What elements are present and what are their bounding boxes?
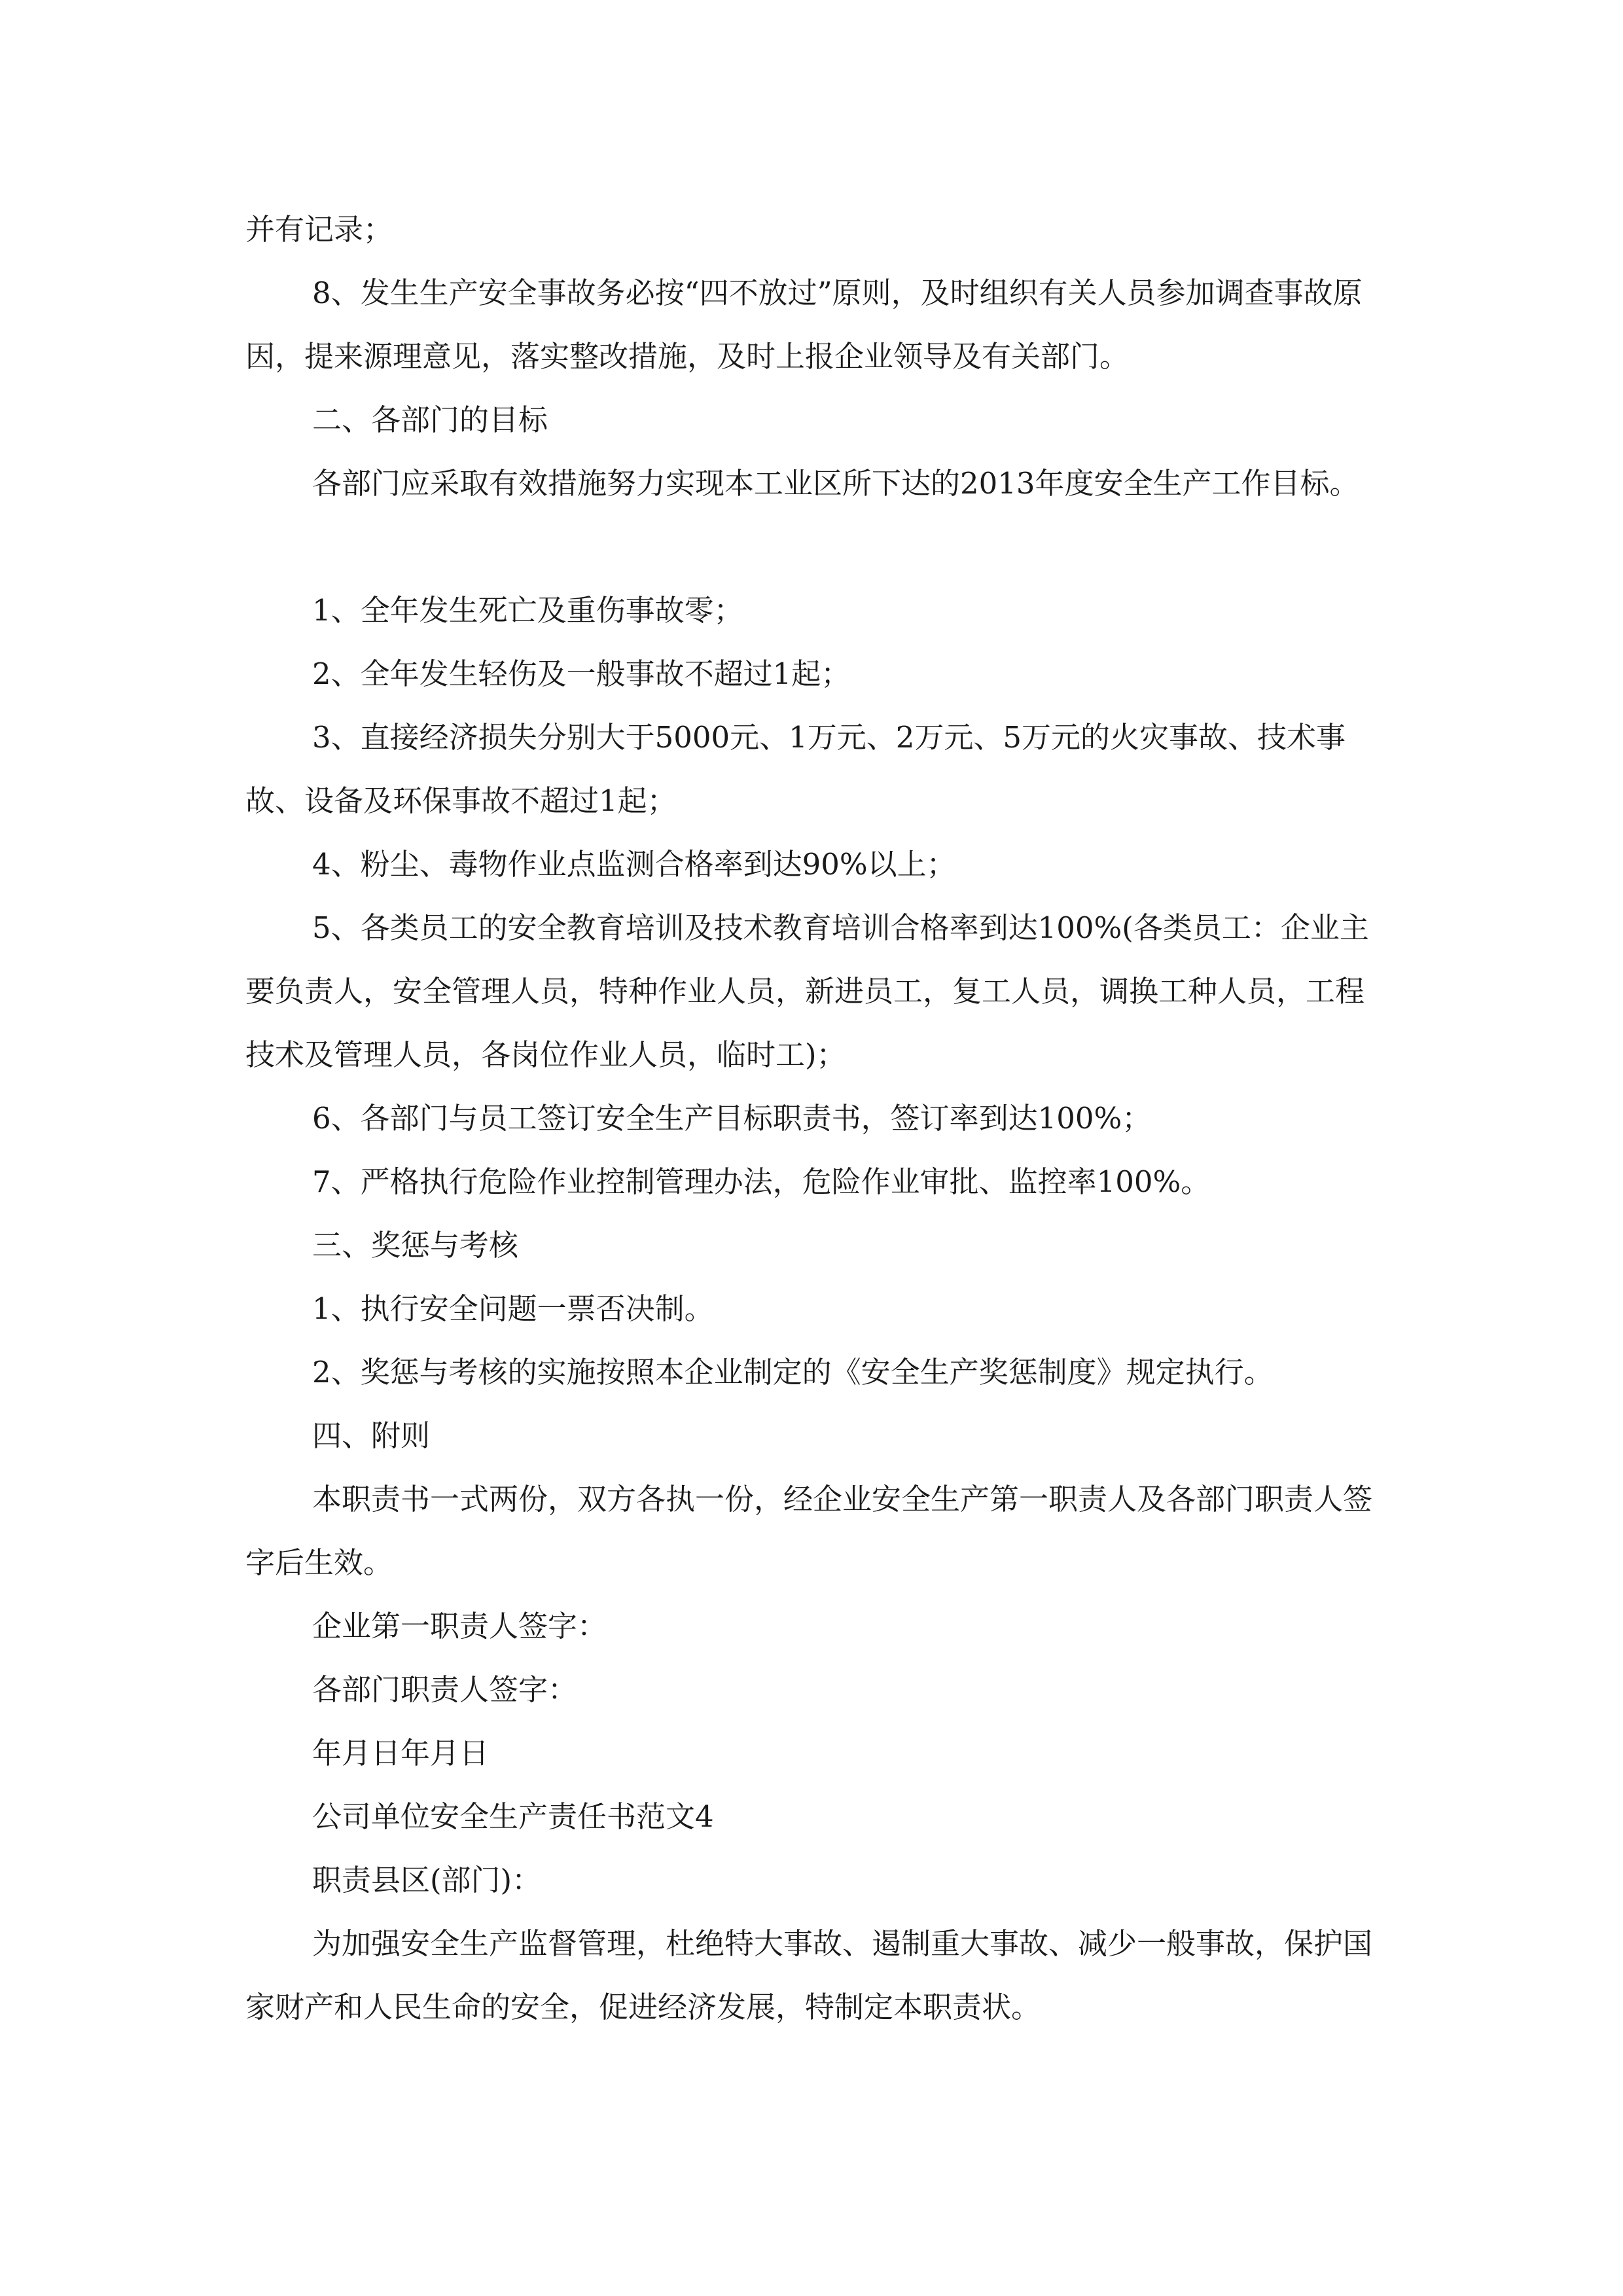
section-heading-4: 四、附则 <box>312 1418 431 1453</box>
goal-item-6: 6、各部门与员工签订安全生产目标职责书，签订率到达100%； <box>312 1101 1152 1136</box>
section-heading-2: 二、各部门的目标 <box>312 403 548 437</box>
goal-item-3: 3、直接经济损失分别大于5000元、1万元、2万元、5万元的火灾事故、技术事故、设备及环保事故不超过1起； <box>245 720 1346 818</box>
reward-item-2: 2、奖惩与考核的实施按照本企业制定的《安全生产奖惩制度》规定执行。 <box>312 1355 1274 1390</box>
paragraph-item-8: 8、发生生产安全事故务必按“四不放过”原则，及时组织有关人员参加调查事故原因，提来源理意见，落实整改措施，及时上报企业领导及有关部门。 <box>245 276 1363 374</box>
goal-item-2: 2、全年发生轻伤及一般事故不超过1起； <box>312 656 851 691</box>
paragraph-effective: 本职责书一式两份，双方各执一份，经企业安全生产第一职责人及各部门职责人签字后生效。 <box>245 1482 1373 1580</box>
reward-item-1: 1、执行安全问题一票否决制。 <box>312 1291 714 1326</box>
signature-line-enterprise: 企业第一职责人签字： <box>312 1609 607 1643</box>
document-subtitle: 公司单位安全生产责任书范文4 <box>312 1799 714 1834</box>
paragraph-goals-intro: 各部门应采取有效措施努力实现本工业区所下达的2013年度安全生产工作目标。 <box>312 466 1359 501</box>
paragraph-purpose: 为加强安全生产监督管理，杜绝特大事故、遏制重大事故、减少一般事故，保护国家财产和人民生命的安全，促进经济发展，特制定本职责状。 <box>245 1926 1373 2024</box>
goal-item-5: 5、各类员工的安全教育培训及技术教育培训合格率到达100%(各类员工：企业主要负责人，安全管理人员，特种作业人员，新进员工，复工人员，调换工种人员，工程技术及管理人员，各岗位作业人员，临时工)； <box>245 910 1369 1072</box>
goal-item-7: 7、严格执行危险作业控制管理办法，危险作业审批、监控率100%。 <box>312 1164 1211 1199</box>
paragraph-continuation: 并有记录； <box>245 212 393 247</box>
signature-line-departments: 各部门职责人签字： <box>312 1672 578 1707</box>
goal-item-1: 1、全年发生死亡及重伤事故零； <box>312 593 743 628</box>
date-line: 年月日年月日 <box>312 1736 490 1770</box>
section-heading-3: 三、奖惩与考核 <box>312 1228 519 1263</box>
goal-item-4: 4、粉尘、毒物作业点监测合格率到达90%以上； <box>312 847 956 882</box>
responsible-district-line: 职责县区(部门)： <box>312 1863 542 1897</box>
